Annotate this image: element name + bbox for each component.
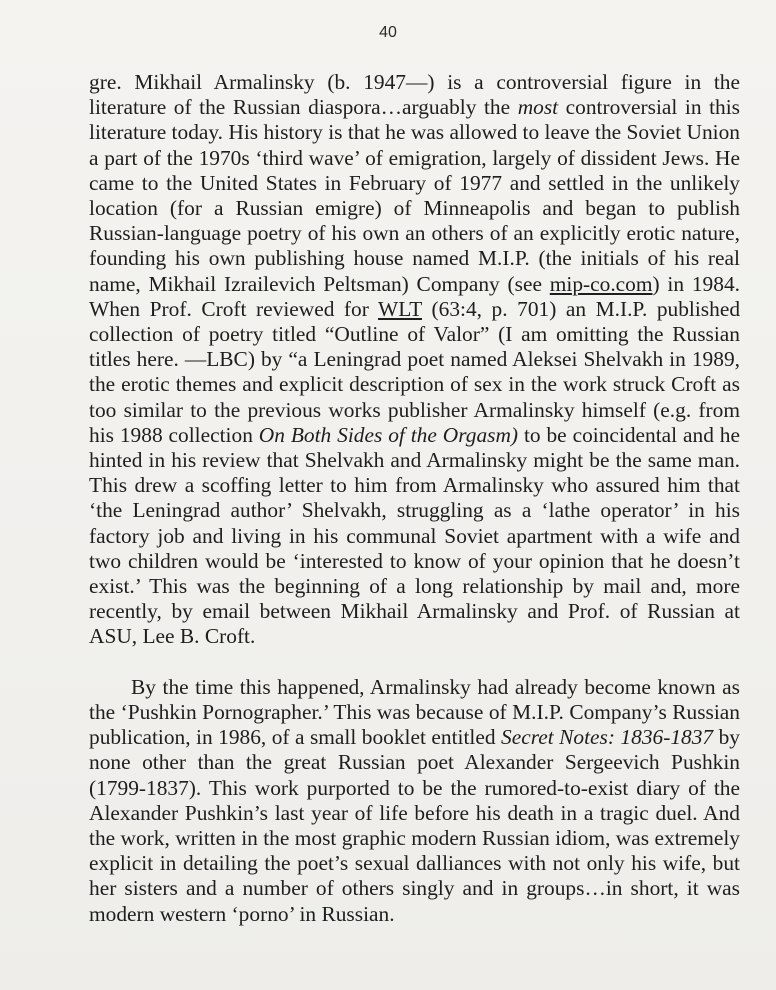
body-text	[89, 70, 740, 927]
paragraph-1-text-2: controversial in this literature today. His history is that he was allowed to leave the Soviet Union a part of the 1970s ‘third wave’ of emigration, largely of dissident Jews. He came to the United States in February of 1977 and settled in the unlikely location (for a Russian emigre) of Minneapolis and began to publish Russian-language poetry of his own an others of an explicitly erotic nature, founding his own publishing house named M.I.P. (the initials of his real name, Mikhail Izrailevich Peltsman) Company (see	[89, 95, 740, 296]
paragraph-1-emphasis-1: most	[517, 95, 559, 120]
paragraph-1-text-5: to be coincidental and he hinted in his review that Shelvakh and Armalinsky might be the same man. This drew a scoffing letter to him from Armalinsky who assured him that ‘the Leningrad author’ Shelvakh, struggling as a ‘lathe operator’ in his factory job and living in his communal Soviet apartment with a wife and two children would be ‘interested to know of your opinion that he doesn’t exist.’ This was the beginning of a long relationship by mail and, more recently, by email between Mikhail Armalinsky and Prof. of Russian at ASU, Lee B. Croft.	[89, 422, 740, 649]
paragraph-1	[89, 70, 740, 650]
paragraph-2-text-1: By the time this happened, Armalinsky had already become known as the ‘Pushkin Pornographer.’ This was because of M.I.P. Company’s Russian publication, in 1986, of a small booklet entitled	[89, 674, 740, 750]
paragraph-1-book-title: On Both Sides of the Orgasm)	[258, 422, 519, 447]
page-number: 40	[379, 24, 397, 41]
paragraph-2	[89, 675, 740, 927]
wlt-link[interactable]: WLT	[378, 296, 422, 321]
mip-co-link[interactable]: mip-co.com	[549, 271, 653, 296]
paragraph-2-text-2: by none other than the great Russian poet Alexander Sergeevich Pushkin (1799-1837). This work purported to be the rumored-to-exist diary of the Alexander Pushkin’s last year of life before his death in a tragic duel. And the work, written in the most graphic modern Russian idiom, was extremely explicit in detailing the poet’s sexual dalliances with not only his wife, but her sisters and a number of others singly and in groups…in short, it was modern western ‘porno’ in Russian.	[89, 725, 740, 926]
paragraph-1-text-1: gre. Mikhail Armalinsky (b. 1947—) is a controversial figure in the literature of the Russian diaspora…arguably the	[89, 70, 740, 120]
paragraph-1-text-3: ) in 1984. When Prof. Croft reviewed for	[89, 271, 740, 321]
paragraph-1-text-4: (63:4, p. 701) an M.I.P. published collection of poetry titled “Outline of Valor” (I am omitting the Russian titles here. —LBC) by “a Leningrad poet named Aleksei Shelvakh in 1989, the erotic themes and explicit description of sex in the work struck Croft as too similar to the previous works publisher Armalinsky himself (e.g. from his 1988 collection	[89, 296, 741, 447]
paragraph-2-book-title: Secret Notes: 1836-1837	[501, 725, 714, 750]
